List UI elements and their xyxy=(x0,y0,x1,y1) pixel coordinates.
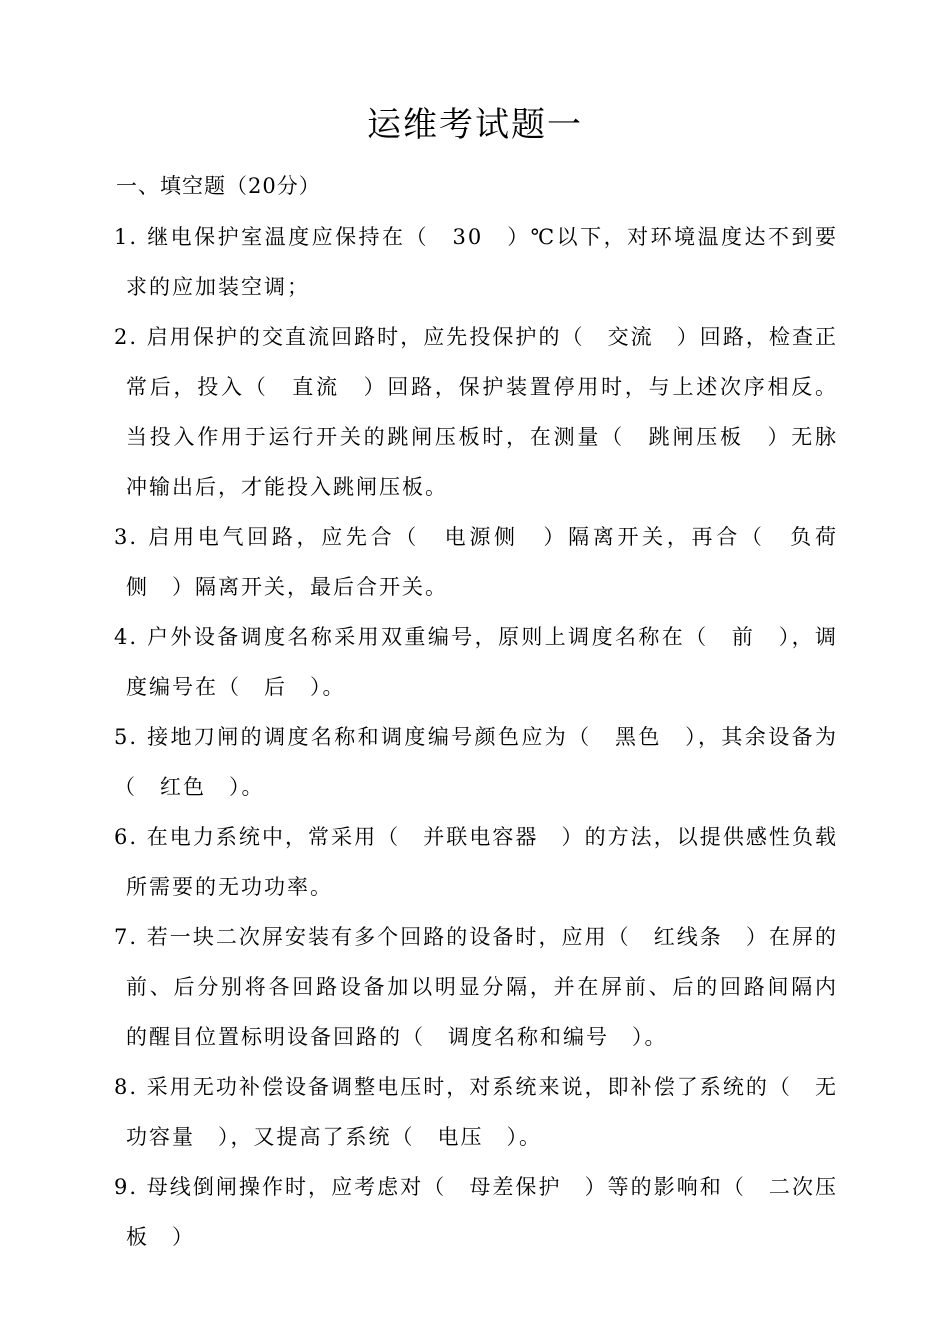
section-heading: 一、填空题（20分） xyxy=(116,174,321,198)
question-9: 9. 母线倒闸操作时，应考虑对（ 母差保护 ）等的影响和（ 二次压板 ） xyxy=(114,1175,838,1249)
question-1: 1. 继电保护室温度应保持在（ 30 ）℃以下，对环境温度达不到要求的应加装空调； xyxy=(114,225,838,299)
question-6: 6. 在电力系统中，常采用（ 并联电容器 ）的方法，以提供感性负载所需要的无功功率。 xyxy=(114,825,838,899)
question-list xyxy=(114,212,838,1262)
question-8: 8. 采用无功补偿设备调整电压时，对系统来说，即补偿了系统的（ 无功容量 ），又提高了系统（ 电压 ）。 xyxy=(114,1075,838,1149)
question-7: 7. 若一块二次屏安装有多个回路的设备时，应用（ 红线条 ）在屏的前、后分别将各回路设备加以明显分隔，并在屏前、后的回路间隔内的醒目位置标明设备回路的（ 调度名称和编号 ）。 xyxy=(114,925,838,1049)
question-5: 5. 接地刀闸的调度名称和调度编号颜色应为（ 黑色 ），其余设备为（ 红色 ）。 xyxy=(114,725,838,799)
question-3: 3. 启用电气回路，应先合（ 电源侧 ）隔离开关，再合（ 负荷侧 ）隔离开关，最后合开关。 xyxy=(114,525,838,599)
question-4: 4. 户外设备调度名称采用双重编号，原则上调度名称在（ 前 ），调度编号在（ 后 ）。 xyxy=(114,625,838,699)
page-title: 运维考试题一 xyxy=(367,105,583,145)
question-2: 2. 启用保护的交直流回路时，应先投保护的（ 交流 ）回路，检查正常后，投入（ 直流 ）回路，保护装置停用时，与上述次序相反。当投入作用于运行开关的跳闸压板时，在测量（ 跳闸压板 ）无脉冲输出后，才能投入跳闸压板。 xyxy=(114,325,838,499)
